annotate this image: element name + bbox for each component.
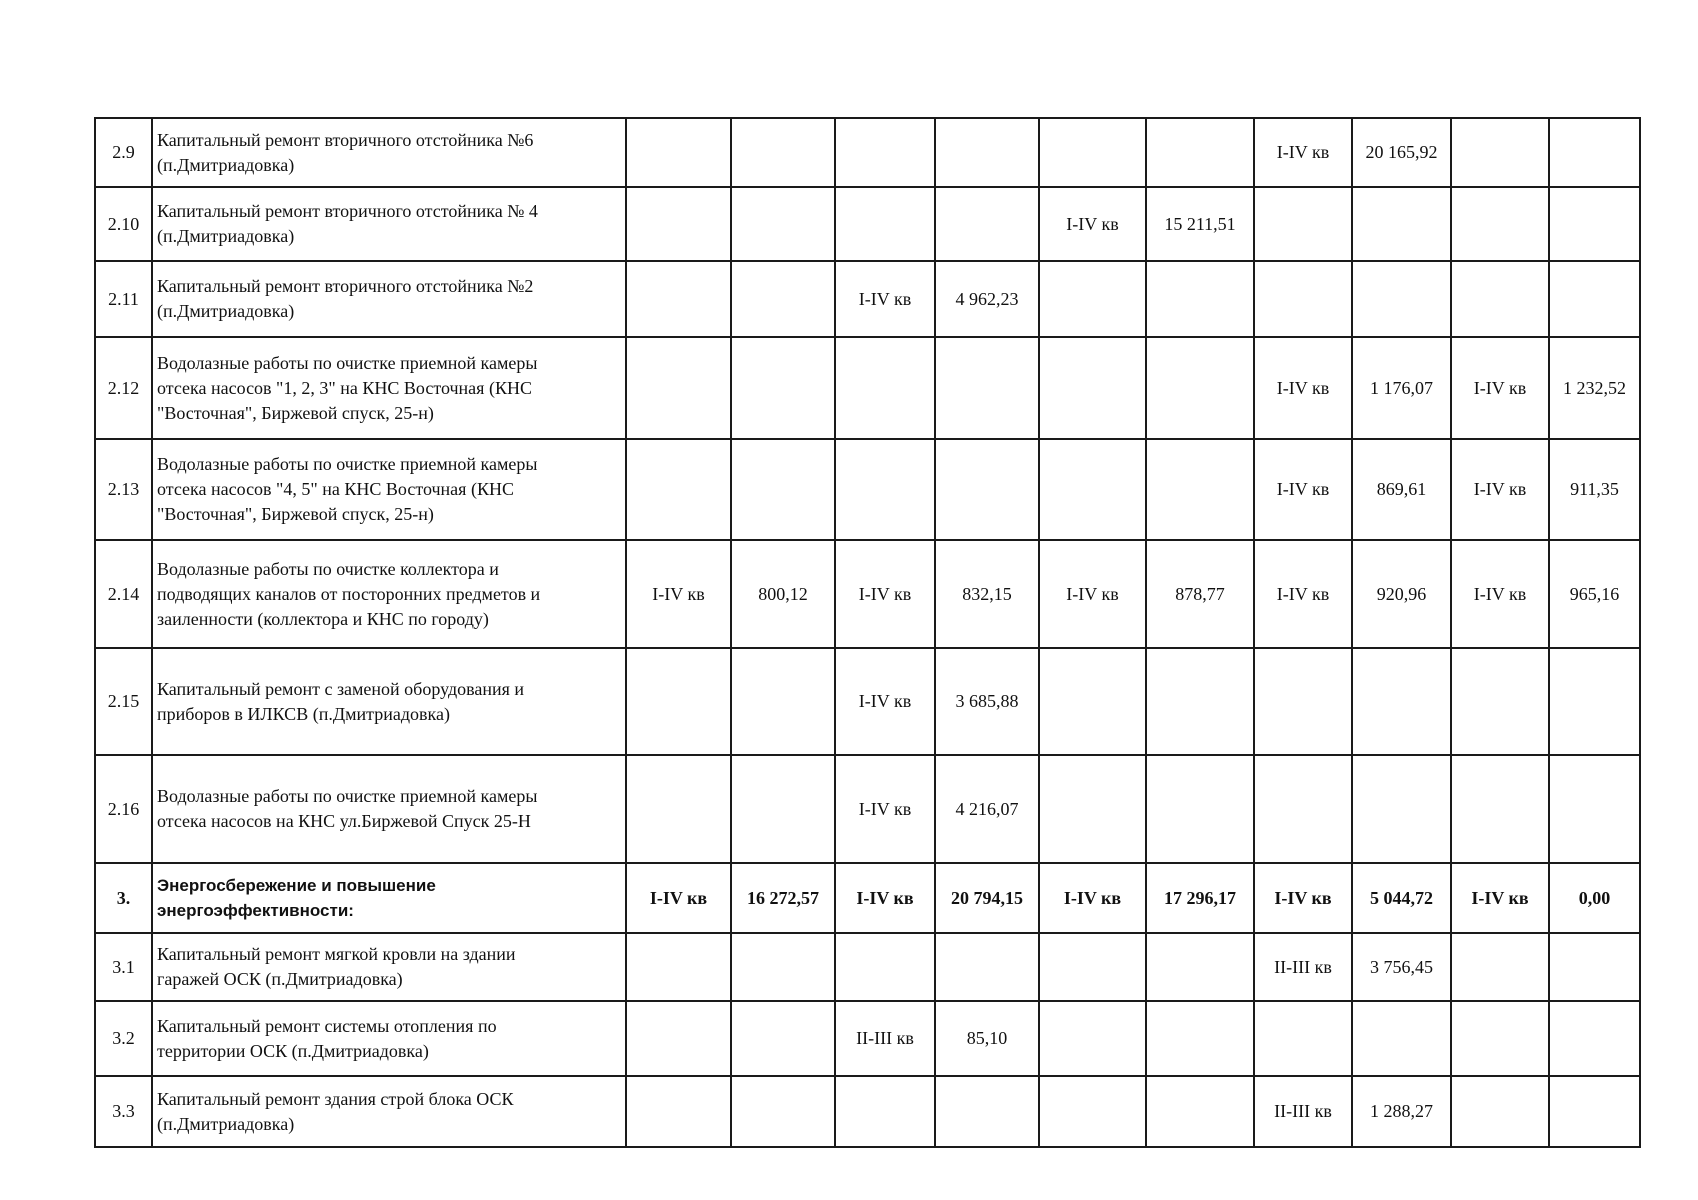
amount-cell: 800,12 (731, 540, 835, 648)
work-description: Водолазные работы по очистке приемной камеры отсека насосов "4, 5" на КНС Восточная (КНС "Восточная", Биржевой спуск, 25-н) (152, 439, 626, 540)
period-cell: I-IV кв (835, 863, 935, 933)
amount-cell (1549, 118, 1640, 187)
row-number: 2.13 (95, 439, 152, 540)
amount-cell: 1 288,27 (1352, 1076, 1451, 1147)
work-description: Капитальный ремонт здания строй блока ОСК (п.Дмитриадовка) (152, 1076, 626, 1147)
table-row (95, 187, 1640, 261)
row-number: 2.16 (95, 755, 152, 863)
work-description: Капитальный ремонт мягкой кровли на здании гаражей ОСК (п.Дмитриадовка) (152, 933, 626, 1001)
table-row (95, 540, 1640, 648)
amount-cell (731, 187, 835, 261)
amount-cell (1352, 755, 1451, 863)
amount-cell: 1 176,07 (1352, 337, 1451, 439)
period-cell: I-IV кв (1254, 540, 1352, 648)
period-cell (1451, 755, 1549, 863)
period-cell: II-III кв (835, 1001, 935, 1076)
period-cell (835, 337, 935, 439)
period-cell (835, 1076, 935, 1147)
amount-cell (731, 755, 835, 863)
row-number: 3. (95, 863, 152, 933)
work-description: Водолазные работы по очистке приемной камеры отсека насосов на КНС ул.Биржевой Спуск 25-Н (152, 755, 626, 863)
row-number: 2.10 (95, 187, 152, 261)
period-cell: I-IV кв (1451, 863, 1549, 933)
period-cell (626, 439, 731, 540)
amount-cell: 3 756,45 (1352, 933, 1451, 1001)
amount-cell (1549, 1001, 1640, 1076)
amount-cell: 0,00 (1549, 863, 1640, 933)
amount-cell: 20 165,92 (1352, 118, 1451, 187)
amount-cell (731, 118, 835, 187)
period-cell (1451, 1076, 1549, 1147)
table-row (95, 118, 1640, 187)
amount-cell: 16 272,57 (731, 863, 835, 933)
period-cell (1039, 118, 1146, 187)
amount-cell (1146, 1076, 1254, 1147)
amount-cell (731, 261, 835, 337)
period-cell (835, 118, 935, 187)
amount-cell (731, 1001, 835, 1076)
period-cell (626, 261, 731, 337)
row-number: 2.9 (95, 118, 152, 187)
period-cell (1451, 648, 1549, 755)
table-row (95, 261, 1640, 337)
amount-cell: 15 211,51 (1146, 187, 1254, 261)
period-cell (1039, 1001, 1146, 1076)
row-number: 2.15 (95, 648, 152, 755)
amount-cell (1146, 933, 1254, 1001)
amount-cell: 869,61 (1352, 439, 1451, 540)
table-row (95, 439, 1640, 540)
amount-cell: 911,35 (1549, 439, 1640, 540)
period-cell (1451, 118, 1549, 187)
period-cell: I-IV кв (1254, 439, 1352, 540)
amount-cell (935, 118, 1039, 187)
amount-cell (935, 933, 1039, 1001)
period-cell (835, 187, 935, 261)
row-number: 2.14 (95, 540, 152, 648)
period-cell (1451, 261, 1549, 337)
period-cell (1039, 261, 1146, 337)
amount-cell (1352, 648, 1451, 755)
period-cell (1451, 1001, 1549, 1076)
period-cell: I-IV кв (835, 648, 935, 755)
period-cell (626, 933, 731, 1001)
amount-cell: 920,96 (1352, 540, 1451, 648)
period-cell: I-IV кв (835, 755, 935, 863)
amount-cell: 4 216,07 (935, 755, 1039, 863)
row-number: 2.12 (95, 337, 152, 439)
amount-cell (1549, 648, 1640, 755)
period-cell: I-IV кв (626, 863, 731, 933)
period-cell (626, 337, 731, 439)
period-cell: I-IV кв (1254, 337, 1352, 439)
period-cell (1254, 261, 1352, 337)
amount-cell (1146, 648, 1254, 755)
amount-cell (1549, 755, 1640, 863)
period-cell (835, 439, 935, 540)
work-description: Капитальный ремонт с заменой оборудования и приборов в ИЛКСВ (п.Дмитриадовка) (152, 648, 626, 755)
amount-cell: 832,15 (935, 540, 1039, 648)
amount-cell (731, 648, 835, 755)
work-plan-table (94, 117, 1641, 1148)
amount-cell: 20 794,15 (935, 863, 1039, 933)
table-row (95, 933, 1640, 1001)
amount-cell: 17 296,17 (1146, 863, 1254, 933)
period-cell (1254, 755, 1352, 863)
amount-cell (731, 1076, 835, 1147)
amount-cell (1146, 337, 1254, 439)
work-description: Капитальный ремонт вторичного отстойника № 4 (п.Дмитриадовка) (152, 187, 626, 261)
amount-cell (731, 439, 835, 540)
table-row (95, 755, 1640, 863)
table-row (95, 648, 1640, 755)
work-description: Водолазные работы по очистке приемной камеры отсека насосов "1, 2, 3" на КНС Восточная (КНС "Восточная", Биржевой спуск, 25-н) (152, 337, 626, 439)
period-cell (1039, 439, 1146, 540)
amount-cell (731, 933, 835, 1001)
period-cell (626, 648, 731, 755)
amount-cell: 1 232,52 (1549, 337, 1640, 439)
table-row (95, 1001, 1640, 1076)
work-description: Энергосбережение и повышение энергоэффективности: (152, 863, 626, 933)
table-row (95, 1076, 1640, 1147)
period-cell (1451, 187, 1549, 261)
period-cell (626, 1001, 731, 1076)
amount-cell (1146, 1001, 1254, 1076)
period-cell (1254, 1001, 1352, 1076)
table-row (95, 337, 1640, 439)
amount-cell (1146, 261, 1254, 337)
period-cell (626, 187, 731, 261)
work-description: Водолазные работы по очистке коллектора и подводящих каналов от посторонних предметов и заиленности (коллектора и КНС по городу) (152, 540, 626, 648)
work-description: Капитальный ремонт вторичного отстойника №2 (п.Дмитриадовка) (152, 261, 626, 337)
period-cell (1039, 755, 1146, 863)
amount-cell (1352, 1001, 1451, 1076)
table-body (95, 118, 1640, 1147)
period-cell: I-IV кв (835, 261, 935, 337)
amount-cell (1549, 187, 1640, 261)
row-number: 3.2 (95, 1001, 152, 1076)
period-cell: I-IV кв (835, 540, 935, 648)
period-cell: I-IV кв (626, 540, 731, 648)
period-cell: I-IV кв (1039, 540, 1146, 648)
period-cell: I-IV кв (1451, 337, 1549, 439)
row-number: 3.1 (95, 933, 152, 1001)
period-cell (1254, 187, 1352, 261)
amount-cell (1549, 933, 1640, 1001)
amount-cell (935, 1076, 1039, 1147)
amount-cell (1146, 118, 1254, 187)
period-cell: I-IV кв (1254, 118, 1352, 187)
table-row (95, 863, 1640, 933)
period-cell: II-III кв (1254, 933, 1352, 1001)
work-description: Капитальный ремонт вторичного отстойника №6 (п.Дмитриадовка) (152, 118, 626, 187)
period-cell: I-IV кв (1039, 863, 1146, 933)
period-cell (1039, 933, 1146, 1001)
amount-cell (731, 337, 835, 439)
amount-cell: 878,77 (1146, 540, 1254, 648)
period-cell (1039, 648, 1146, 755)
period-cell: II-III кв (1254, 1076, 1352, 1147)
amount-cell: 4 962,23 (935, 261, 1039, 337)
amount-cell: 3 685,88 (935, 648, 1039, 755)
amount-cell (1549, 261, 1640, 337)
amount-cell (935, 439, 1039, 540)
work-description: Капитальный ремонт системы отопления по территории ОСК (п.Дмитриадовка) (152, 1001, 626, 1076)
period-cell: I-IV кв (1451, 540, 1549, 648)
row-number: 3.3 (95, 1076, 152, 1147)
amount-cell: 965,16 (1549, 540, 1640, 648)
amount-cell (1549, 1076, 1640, 1147)
amount-cell: 85,10 (935, 1001, 1039, 1076)
period-cell (626, 755, 731, 863)
period-cell (1039, 337, 1146, 439)
period-cell (835, 933, 935, 1001)
period-cell: I-IV кв (1451, 439, 1549, 540)
amount-cell (935, 337, 1039, 439)
row-number: 2.11 (95, 261, 152, 337)
period-cell (1254, 648, 1352, 755)
amount-cell (935, 187, 1039, 261)
amount-cell: 5 044,72 (1352, 863, 1451, 933)
period-cell: I-IV кв (1254, 863, 1352, 933)
period-cell (1039, 1076, 1146, 1147)
amount-cell (1352, 187, 1451, 261)
period-cell (626, 118, 731, 187)
amount-cell (1146, 439, 1254, 540)
period-cell (1451, 933, 1549, 1001)
amount-cell (1352, 261, 1451, 337)
period-cell: I-IV кв (1039, 187, 1146, 261)
amount-cell (1146, 755, 1254, 863)
period-cell (626, 1076, 731, 1147)
